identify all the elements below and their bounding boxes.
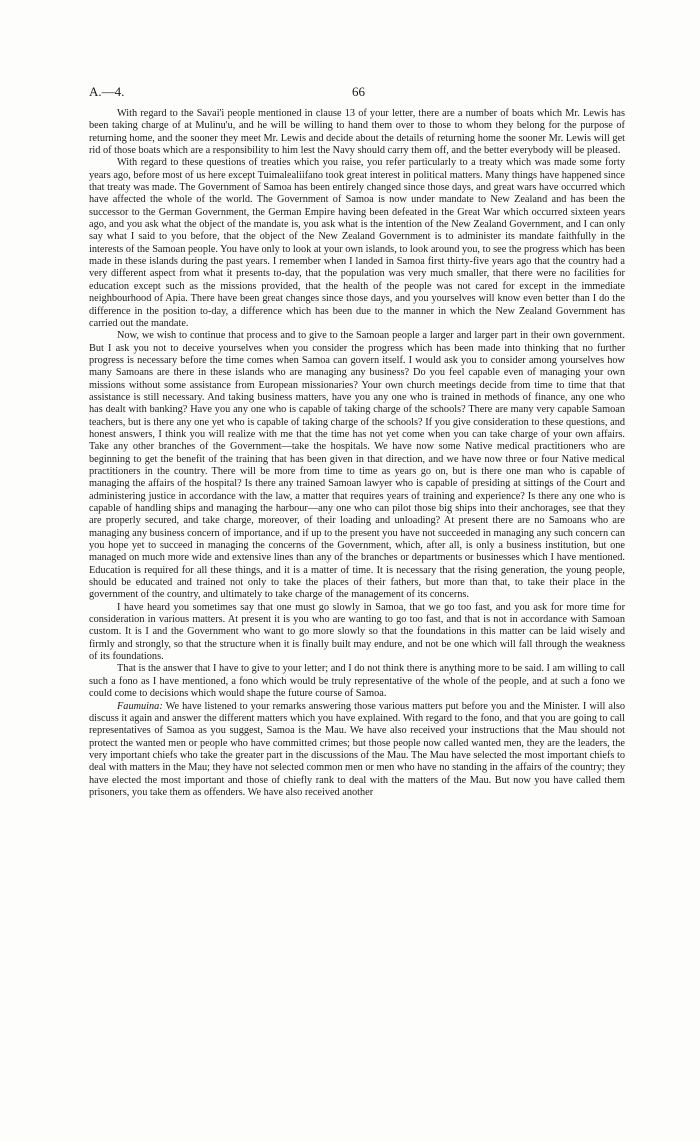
- paragraph-savaii-boats: With regard to the Savai'i people mentioned in clause 13 of your letter, there are a number of boats which Mr. Lewis has been taking charge of at Mulinu'u, and he will be willing to hand them over to those to whom they belong for the purpose of returning home, and the sooner they meet Mr. Lewis and decide about the details of returning home the sooner Mr. Lewis will get rid of those boats which are a responsibility to him lest the Navy should carry them off, and the better everybody will be pleased.: [89, 108, 625, 157]
- speech-text: We have listened to your remarks answering those various matters put before you and the Minister. I will also discuss it again and answer the different matters which you have explained. With regard to the fono, and that you are going to call representatives of Samoa as you suggest, Samoa is the Mau. We have also received your instructions that the Mau should not protect the wanted men or people who have committed crimes; but those people now called wanted men, they are the leaders, the very important chiefs who take the greater part in the discussions of the Mau. The Mau have selected the most important chiefs to deal with matters in the Mau; they have not selected common men or men who have no standing in the affairs of the country; they have elected the most important and those of chiefly rank to deal with the matters of the Mau. But now you have called them prisoners, you take them as offenders. We have also received another: [89, 700, 625, 798]
- speaker-name: Faumuina:: [117, 700, 163, 712]
- paragraph-treaties: With regard to these questions of treaties which you raise, you refer particularly to a treaty which was made some forty years ago, before most of us here except Tuimalealiifano took great interest in political matters. Many things have happened since that treaty was made. The Government of Samoa has been entirely changed since those days, and great wars have occurred which have affected the whole of the world. The Government of Samoa is now under mandate to New Zealand and has been the successor to the German Government, the German Empire having been defeated in the Great War which occurred sixteen years ago, and you ask what the object of the mandate is, you ask what is the intention of the New Zealand Government, and I can only say what I said to you before, that the object of the New Zealand Government is to administer its mandate faithfully in the interests of the Samoan people. You have only to look at your own islands, to look around you, to see the progress which has been made in these islands during the past years. I remember when I landed in Samoa first thirty-five years ago that the country had a very different aspect from what it presents to-day, that the population was very much smaller, that there were no facilities for education except such as the missions provided, that the health of the people was not cared for except in the immediate neighbourhood of Apia. There have been great changes since those days, and you yourselves will know even better than I do the difference in the position to-day, a difference which has been due to the manner in which the New Zealand Government has carried out the mandate.: [89, 157, 625, 329]
- paragraph-going-slowly: I have heard you sometimes say that one must go slowly in Samoa, that we go too fast, and you ask for more time for consideration in various matters. At present it is you who are wanting to go too fast, and that is not in accordance with Samoan custom. It is I and the Government who want to go more slowly so that the foundations in this matter can be laid wisely and firmly and strongly, so that the structure when it is finally built may endure, and not be one which will fall through the weakness of its foundations.: [89, 601, 625, 663]
- document-reference: A.—4.: [89, 84, 125, 99]
- paragraph-answer-to-letter: That is the answer that I have to give to your letter; and I do not think there is anything more to be said. I am willing to call such a fono as I have mentioned, a fono which would be truly representative of the whole of the people, and at such a fono we could come to decisions which would shape the future course of Samoa.: [89, 663, 625, 700]
- page-number: 66: [352, 84, 365, 99]
- paragraph-self-government: Now, we wish to continue that process and to give to the Samoan people a larger and larger part in their own government. But I ask you not to deceive yourselves when you consider the progress which has been made into thinking that no further progress is necessary before the time comes when Samoa can govern itself. I would ask you to consider among yourselves how many Samoans are there in these islands who are managing any business? Do you feel capable even of managing your own missions without some assistance from European missionaries? Your own church meetings decide from time to time that that assistance is still necessary. And taking business matters, have you any one who is trained in methods of finance, any one who has dealt with banking? Have you any one who is capable of taking charge of the schools? There are many very capable Samoan teachers, but is there any one yet who is capable of taking charge of the schools? If you give consideration to these questions, and honest answers, I think you will realize with me that the time has not yet come when you can take charge of your own affairs. Take any other branches of the Government—take the hospitals. We have now some Native medical practitioners who are beginning to get the benefit of the training that has been given in that direction, and we have now three or four Native medical practitioners in the country. There will be more from time to time as years go on, but is there one man who is capable of managing the affairs of the hospital? Is there any trained Samoan lawyer who is capable of presiding at sittings of the Court and administering justice in accordance with the law, a matter that requires years of training and experience? Is there any one who is capable of handling ships and managing the harbour—any one who can pilot those big ships into their anchorages, see that they are properly secured, and take charge, moreover, of their loading and unloading? At present there are no Samoans who are managing any business concern of importance, and if up to the present you have not succeeded in managing any such concern can you hope yet to succeed in managing the concerns of the Government, which, after all, is only a business institution, but one managed on much more wide and extensive lines than any of the branches or departments or businesses which I have mentioned. Education is required for all these things, and it is a matter of time. It is necessary that the rising generation, the young people, should be educated and trained not only to take the places of their fathers, but more than that, to take their place in the government of the country, and ultimately to take charge of the management of its concerns.: [89, 330, 625, 601]
- body-text: [89, 108, 625, 799]
- paragraph-faumuina-reply: [89, 701, 625, 800]
- page-header: [89, 84, 628, 100]
